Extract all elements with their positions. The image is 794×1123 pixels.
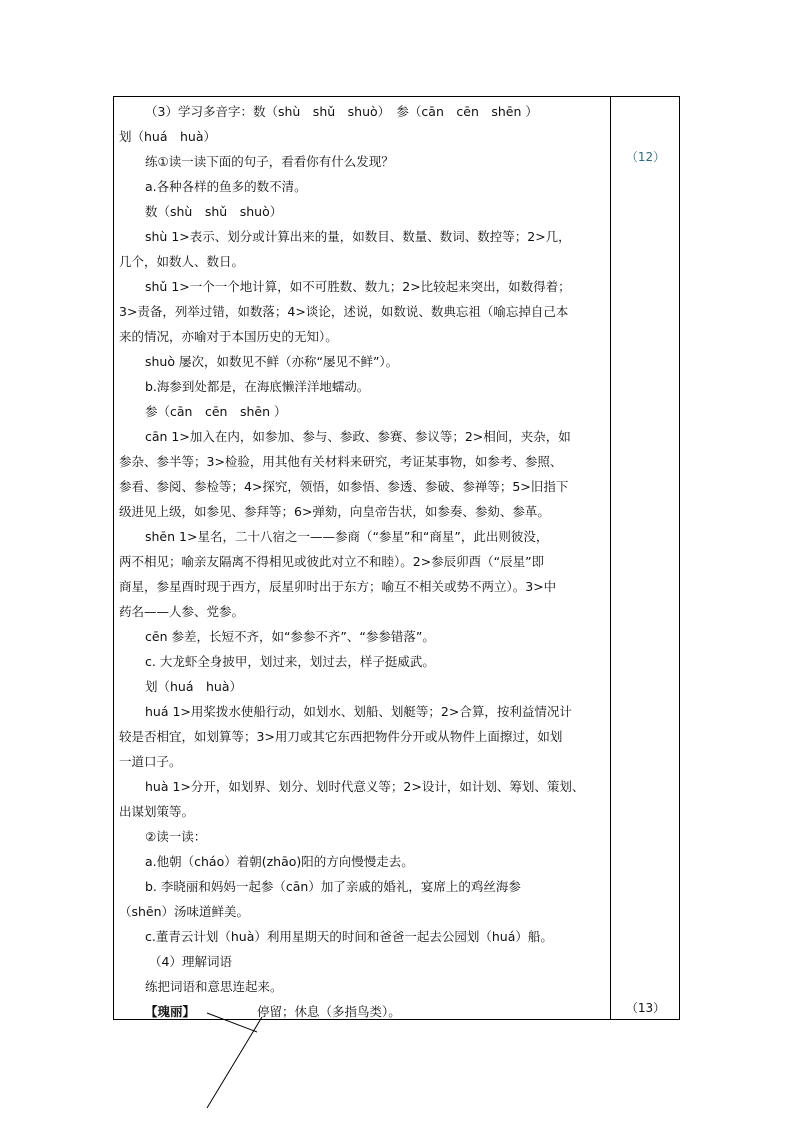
- text-line: a.各种各样的鱼多的数不清。: [145, 179, 307, 194]
- text-line: b. 李晓丽和妈妈一起参（cān）加了亲戚的婚礼，宴席上的鸡丝海参: [145, 879, 521, 894]
- text-line: （3）学习多音字：数（shù shǔ shuò） 参（cān cēn shēn ）: [145, 104, 538, 119]
- text-line: 参杂、参半等；3>检验，用其他有关材料来研究，考证某事物，如参考、参照、: [119, 454, 563, 469]
- text-line: shuò 屡次，如数见不鲜（亦称“屡见不鲜”）。: [145, 354, 399, 369]
- text-line: 商星，参星酉时现于西方，辰星卯时出于东方；喻互不相关或势不两立）。3>中: [119, 579, 557, 594]
- text-line: 出谋划策等。: [119, 804, 195, 819]
- note-13: （13）: [625, 1001, 666, 1015]
- text-line: c.董青云计划（huà）利用星期天的时间和爸爸一起去公园划（huá）船。: [145, 929, 553, 944]
- text-line: 划（huá huà）: [119, 129, 217, 144]
- text-line: 两不相见；喻亲友隔离不得相见或彼此对立不和睦）。2>参辰卯酉（“辰星”即: [119, 554, 545, 569]
- text-line: 划（huá huà）: [145, 679, 243, 694]
- term-guili: 【瑰丽】: [145, 1004, 196, 1019]
- text-line: 参（cān cēn shēn ）: [145, 404, 287, 419]
- text-line: c. 大龙虾全身披甲，划过来，划过去，样子挺威武。: [145, 654, 435, 669]
- text-line: a.他朝（cháo）着朝(zhāo)阳的方向慢慢走去。: [145, 854, 414, 869]
- text-line: 较是否相宜，如划算等；3>用刀或其它东西把物件分开或从物件上面擦过，如划: [119, 729, 563, 744]
- meaning-text: 停留；休息（多指鸟类）。: [257, 1004, 401, 1019]
- text-line: 3>责备，列举过错，如数落；4>谈论，述说，如数说、数典忘祖（喻忘掉自己本: [119, 304, 569, 319]
- text-line: shǔ 1>一个一个地计算，如不可胜数、数九；2>比较起来突出，如数得着；: [145, 279, 571, 294]
- text-line: 几个，如数人、数日。: [119, 254, 245, 269]
- note-12: （12）: [625, 150, 666, 164]
- text-line: huá 1>用桨拨水使船行动，如划水、划船、划艇等；2>合算，按利益情况计: [145, 704, 572, 719]
- text-line: shēn 1>星名，二十八宿之一——参商（“参星”和“商星”，此出则彼没，: [145, 529, 549, 544]
- text-line: 练①读一读下面的句子，看看你有什么发现？: [145, 154, 394, 169]
- text-line: 来的情况，亦喻对于本国历史的无知）。: [119, 329, 338, 344]
- text-line: cān 1>加入在内，如参加、参与、参政、参赛、参议等；2>相间，夹杂，如: [145, 429, 571, 444]
- text-line: 参看、参阅、参检等；4>探究，领悟，如参悟、参透、参破、参禅等；5>旧指下: [119, 479, 569, 494]
- text-line: huà 1>分开，如划界、划分、划时代意义等；2>设计，如计划、筹划、策划、: [145, 779, 585, 794]
- text-line: b.海参到处都是，在海底懒洋洋地蠕动。: [145, 379, 370, 394]
- match-line-a: [207, 1013, 257, 1032]
- text-line: ②读一读：: [145, 829, 207, 844]
- text-line: 数（shù shǔ shuò）: [145, 204, 283, 219]
- text-line: 一道口子。: [119, 754, 182, 769]
- text-line: 药名——人参、党参。: [119, 604, 245, 619]
- text-line: （4）理解词语: [149, 954, 232, 969]
- text-line: cēn 参差，长短不齐，如“参参不齐”、“参参错落”。: [145, 629, 435, 644]
- text-line: （shēn）汤味道鲜美。: [119, 904, 250, 919]
- match-line-b: [207, 1017, 262, 1108]
- text-line: 练把词语和意思连起来。: [145, 979, 283, 994]
- text-line: 级进见上级，如参见、参拜等；6>弹劾，向皇帝告状，如参奏、参劾、参革。: [119, 504, 550, 519]
- text-line: shù 1>表示、划分或计算出来的量，如数目、数量、数词、数控等；2>几，: [145, 229, 571, 244]
